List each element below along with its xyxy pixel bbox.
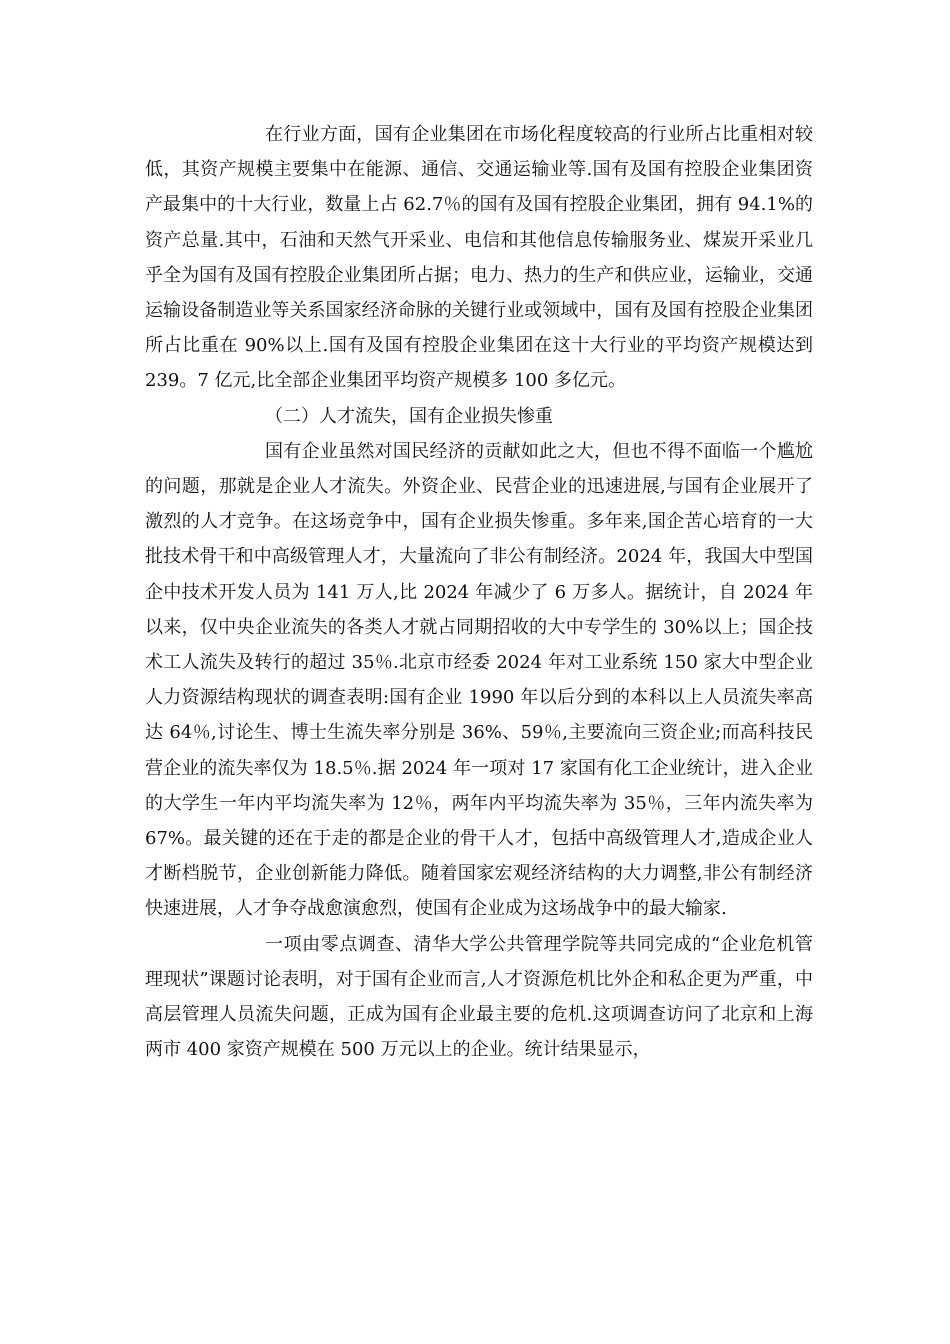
paragraph-industry: 在行业方面，国有企业集团在市场化程度较高的行业所占比重相对较低，其资产规模主要集中在能源、通信、交通运输业等.国有及国有控股企业集团资产最集中的十大行业，数量上占 62.7％的国有及国有控股企业集团，拥有 94.1%的资产总量.其中，石油和天然气开采业、电信和其他信息传输服务业、煤炭开采业几乎全为国有及国有控股企业集团所占据；电力、热力的生产和供应业，运输业，交通运输设备制造业等关系国家经济命脉的关键行业或领域中，国有及国有控股企业集团所占比重在 90%以上.国有及国有控股企业集团在这十大行业的平均资产规模达到 239。7 亿元,比全部企业集团平均资产规模多 100 多亿元。 [145, 124, 813, 392]
document-body [145, 117, 813, 1067]
paragraph-crisis-survey: 一项由零点调查、清华大学公共管理学院等共同完成的“企业危机管理现状”课题讨论表明，对于国有企业而言,人才资源危机比外企和私企更为严重，中高层管理人员流失问题，正成为国有企业最主要的危机.这项调查访问了北京和上海两市 400 家资产规模在 500 万元以上的企业。统计结果显示， [145, 933, 813, 1061]
paragraph-talent-loss: 国有企业虽然对国民经济的贡献如此之大，但也不得不面临一个尴尬的问题，那就是企业人才流失。外资企业、民营企业的迅速进展,与国有企业展开了激烈的人才竞争。在这场竞争中，国有企业损失惨重。多年来,国企苦心培育的一大批技术骨干和中高级管理人才，大量流向了非公有制经济。2024 年，我国大中型国企中技术开发人员为 141 万人,比 2024 年减少了 6 万多人。据统计，自 2024 年以来，仅中央企业流失的各类人才就占同期招收的大中专学生的 30%以上；国企技术工人流失及转行的超过 35％.北京市经委 2024 年对工业系统 150 家大中型企业人力资源结构现状的调查表明:国有企业 1990 年以后分到的本科以上人员流失率高达 64％,讨论生、博士生流失率分别是 36%、59％,主要流向三资企业;而高科技民营企业的流失率仅为 18.5％.据 2024 年一项对 17 家国有化工企业统计，进入企业的大学生一年内平均流失率为 12％，两年内平均流失率为 35％，三年内流失率为 67%。最关键的还在于走的都是企业的骨干人才，包括中高级管理人才,造成企业人才断档脱节，企业创新能力降低。随着国家宏观经济结构的大力调整,非公有制经济快速进展，人才争夺战愈演愈烈，使国有企业成为这场战争中的最大输家. [145, 440, 813, 920]
section-heading-talent-loss: （二）人才流失，国有企业损失惨重 [265, 405, 553, 427]
